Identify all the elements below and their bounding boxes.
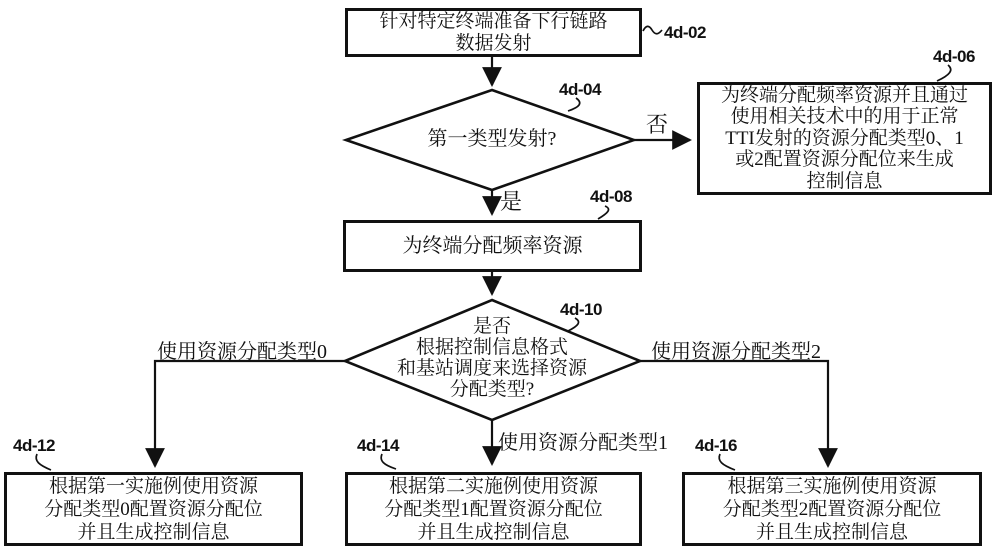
process-box-allocate-frequency: 为终端分配频率资源 xyxy=(343,220,642,272)
arrow-type0-branch xyxy=(155,361,345,466)
decision-text-select-type: 是否 根据控制信息格式 和基站调度来选择资源 分配类型? xyxy=(396,316,587,400)
ref-squiggle-4d-08 xyxy=(598,206,609,219)
ref-squiggle-4d-14 xyxy=(381,454,396,469)
ref-label-4d-14: 4d-14 xyxy=(357,436,399,455)
ref-label-4d-06: 4d-06 xyxy=(933,47,975,66)
edge-label-yes: 是 xyxy=(500,189,523,214)
edge-label-use-type0: 使用资源分配类型0 xyxy=(157,341,327,363)
ref-squiggle-4d-02 xyxy=(643,26,662,33)
ref-squiggle-4d-12 xyxy=(36,454,51,470)
ref-label-4d-16: 4d-16 xyxy=(695,436,737,455)
process-box-embodiment1-type0: 根据第一实施例使用资源 分配类型0配置资源分配位 并且生成控制信息 xyxy=(4,472,303,546)
ref-label-4d-08: 4d-08 xyxy=(590,187,632,206)
ref-squiggle-4d-16 xyxy=(719,454,735,470)
edge-label-use-type2: 使用资源分配类型2 xyxy=(651,341,821,363)
edge-label-no: 否 xyxy=(646,112,669,137)
decision-text-first-type: 第一类型发射? xyxy=(427,128,557,150)
ref-label-4d-12: 4d-12 xyxy=(13,436,55,455)
process-box-embodiment3-type2: 根据第三实施例使用资源 分配类型2配置资源分配位 并且生成控制信息 xyxy=(682,472,982,546)
process-box-legacy-allocation: 为终端分配频率资源并且通过 使用相关技术中的用于正常 TTI发射的资源分配类型0、1 或2配置资源分配位来生成 控制信息 xyxy=(697,82,992,195)
process-box-embodiment2-type1: 根据第二实施例使用资源 分配类型1配置资源分配位 并且生成控制信息 xyxy=(345,472,642,546)
ref-label-4d-02: 4d-02 xyxy=(664,23,706,42)
process-box-prepare-downlink: 针对特定终端准备下行链路 数据发射 xyxy=(345,8,642,57)
ref-label-4d-10: 4d-10 xyxy=(560,300,602,319)
edge-label-use-type1: 使用资源分配类型1 xyxy=(498,432,668,454)
ref-label-4d-04: 4d-04 xyxy=(559,80,601,99)
ref-squiggle-4d-06 xyxy=(937,65,951,81)
